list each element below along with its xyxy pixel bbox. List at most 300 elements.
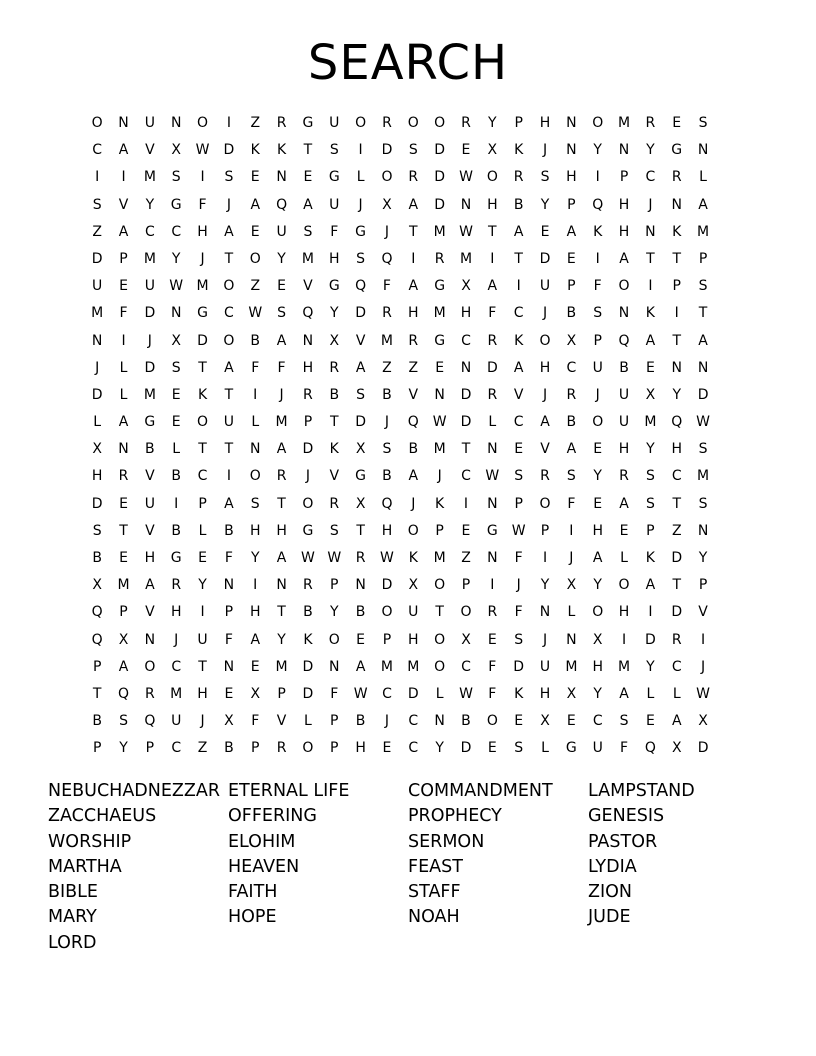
- grid-row: [84, 735, 744, 762]
- grid-letter: C: [513, 414, 524, 431]
- grid-letter: N: [249, 441, 261, 458]
- grid-letter: S: [514, 631, 524, 648]
- grid-letter: K: [672, 223, 682, 240]
- grid-letter: T: [92, 685, 102, 702]
- grid-letter: I: [595, 250, 600, 267]
- grid-letter: C: [671, 658, 682, 675]
- grid-letter: E: [171, 414, 181, 431]
- grid-letter: B: [566, 305, 577, 322]
- grid-letter: O: [302, 740, 314, 757]
- grid-letter: E: [435, 359, 445, 376]
- grid-letter: S: [224, 169, 234, 186]
- grid-letter: P: [382, 631, 392, 648]
- grid-letter: N: [566, 631, 577, 648]
- grid-letter: L: [567, 604, 576, 621]
- grid-letter: B: [355, 713, 366, 730]
- grid-letter: N: [118, 441, 129, 458]
- grid-letter: R: [303, 386, 313, 403]
- grid-letter: W: [195, 142, 210, 159]
- grid-letter: N: [144, 631, 156, 648]
- grid-letter: V: [408, 386, 419, 403]
- grid-letter: B: [408, 441, 419, 458]
- grid-letter: A: [645, 577, 656, 594]
- grid-letter: I: [701, 631, 706, 648]
- grid-letter: A: [303, 196, 313, 213]
- grid-letter: K: [408, 550, 418, 566]
- grid-letter: N: [566, 115, 577, 131]
- grid-letter: B: [329, 386, 340, 403]
- grid-letter: A: [408, 468, 419, 485]
- grid-letter: I: [95, 169, 100, 186]
- grid-letter: G: [170, 196, 182, 213]
- grid-letter: O: [302, 495, 314, 512]
- grid-letter: W: [380, 550, 394, 566]
- grid-letter: V: [698, 604, 708, 621]
- grid-letter: N: [223, 658, 235, 675]
- grid-letter: K: [514, 142, 524, 159]
- grid-letter: F: [620, 740, 629, 757]
- grid-letter: X: [408, 577, 419, 594]
- grid-letter: O: [407, 115, 419, 131]
- grid-letter: W: [327, 550, 342, 566]
- grid-letter: J: [569, 550, 574, 566]
- word-list-item: COMMANDMENT: [408, 781, 553, 801]
- word-list-item: ETERNAL LIFE: [228, 781, 350, 801]
- grid-row: [84, 436, 744, 463]
- word-list-item: WORSHIP: [48, 831, 132, 852]
- grid-letter: I: [490, 577, 495, 594]
- grid-letter: Y: [119, 740, 128, 757]
- grid-letter: C: [382, 685, 392, 702]
- grid-letter: A: [224, 495, 234, 512]
- grid-letter: U: [276, 223, 287, 240]
- grid-letter: O: [91, 115, 103, 131]
- grid-letter: U: [144, 115, 155, 131]
- grid-letter: S: [698, 115, 708, 131]
- grid-letter: J: [384, 713, 390, 730]
- grid-letter: R: [329, 359, 340, 376]
- grid-letter: K: [645, 305, 655, 322]
- grid-letter: X: [118, 631, 129, 648]
- grid-row: [84, 599, 744, 626]
- grid-letter: Q: [91, 604, 103, 621]
- grid-letter: C: [566, 359, 577, 376]
- grid-letter: D: [434, 142, 446, 159]
- word-list: [48, 779, 788, 956]
- grid-row: [84, 409, 744, 436]
- grid-letter: A: [118, 658, 129, 675]
- grid-letter: Z: [461, 550, 471, 566]
- grid-row: [84, 273, 744, 300]
- grid-letter: O: [434, 658, 446, 675]
- grid-letter: W: [432, 414, 447, 431]
- grid-letter: H: [249, 522, 261, 539]
- grid-letter: A: [698, 196, 708, 213]
- grid-letter: J: [648, 196, 653, 213]
- grid-letter: J: [226, 196, 231, 213]
- grid-letter: H: [355, 740, 366, 757]
- grid-letter: K: [329, 441, 339, 458]
- grid-letter: Q: [618, 332, 630, 349]
- grid-letter: V: [303, 278, 313, 295]
- grid-letter: N: [276, 577, 287, 594]
- grid-letter: A: [540, 414, 550, 431]
- grid-letter: O: [381, 169, 393, 186]
- grid-letter: E: [250, 223, 260, 240]
- word-list-item: HOPE: [228, 907, 277, 928]
- grid-letter: Q: [644, 740, 656, 757]
- grid-letter: D: [381, 142, 393, 159]
- grid-letter: T: [224, 386, 234, 403]
- grid-letter: R: [276, 740, 287, 757]
- grid-letter: S: [277, 305, 287, 322]
- grid-letter: Y: [329, 305, 339, 322]
- grid-letter: O: [592, 604, 604, 621]
- grid-letter: J: [384, 414, 390, 431]
- grid-letter: T: [461, 441, 471, 458]
- grid-letter: W: [696, 414, 710, 431]
- grid-letter: K: [514, 332, 524, 349]
- grid-letter: H: [197, 685, 208, 702]
- grid-letter: E: [672, 115, 682, 131]
- grid-letter: S: [303, 223, 313, 240]
- grid-letter: J: [542, 305, 548, 322]
- grid-letter: X: [698, 713, 708, 730]
- grid-letter: H: [381, 522, 393, 539]
- grid-letter: Y: [145, 196, 155, 213]
- grid-letter: J: [95, 359, 100, 376]
- grid-letter: O: [223, 332, 235, 349]
- word-list-empty: [228, 931, 408, 956]
- grid-letter: J: [516, 577, 521, 594]
- grid-letter: A: [487, 278, 498, 295]
- grid-letter: H: [618, 604, 630, 621]
- grid-letter: S: [92, 196, 102, 213]
- grid-letter: D: [144, 305, 156, 322]
- grid-letter: B: [566, 414, 577, 431]
- word-list-item: PASTOR: [588, 831, 658, 852]
- grid-letter: Y: [593, 685, 602, 702]
- grid-letter: Q: [144, 713, 156, 730]
- word-list-item: LAMPSTAND: [588, 781, 695, 801]
- grid-letter: T: [646, 250, 655, 267]
- grid-letter: O: [539, 332, 551, 349]
- grid-letter: J: [542, 631, 548, 648]
- grid-letter: P: [514, 115, 523, 131]
- grid-letter: F: [224, 550, 233, 566]
- grid-letter: D: [486, 359, 498, 376]
- grid-letter: K: [250, 142, 260, 159]
- grid-letter: T: [119, 522, 128, 539]
- grid-letter: F: [251, 713, 260, 730]
- word-list-item: BIBLE: [48, 882, 98, 903]
- grid-letter: X: [566, 685, 577, 702]
- grid-letter: R: [382, 115, 392, 131]
- grid-letter: X: [461, 631, 471, 648]
- word-list-item: NEBUCHADNEZZAR: [48, 781, 221, 801]
- grid-letter: O: [434, 577, 446, 594]
- grid-letter: E: [566, 713, 576, 730]
- grid-letter: R: [487, 332, 498, 349]
- grid-letter: Q: [355, 278, 367, 295]
- grid-letter: K: [645, 550, 655, 566]
- grid-letter: P: [540, 522, 550, 539]
- grid-letter: D: [434, 196, 446, 213]
- grid-letter: L: [672, 685, 681, 702]
- grid-letter: N: [487, 495, 498, 512]
- grid-letter: E: [119, 550, 128, 566]
- grid-letter: V: [276, 713, 287, 730]
- grid-letter: W: [459, 169, 473, 186]
- grid-letter: J: [279, 386, 284, 403]
- grid-letter: S: [514, 468, 524, 485]
- grid-letter: P: [435, 522, 444, 539]
- grid-letter: D: [513, 658, 525, 675]
- grid-letter: N: [697, 359, 709, 376]
- grid-letter: N: [487, 550, 498, 566]
- grid-letter: X: [355, 441, 366, 458]
- grid-letter: A: [619, 495, 629, 512]
- grid-letter: X: [566, 577, 577, 594]
- grid-letter: O: [328, 631, 340, 648]
- grid-letter: C: [171, 658, 182, 675]
- grid-letter: F: [488, 658, 497, 675]
- grid-letter: X: [250, 685, 261, 702]
- grid-letter: G: [671, 142, 683, 159]
- grid-letter: T: [198, 658, 207, 675]
- grid-letter: B: [303, 604, 313, 621]
- grid-letter: C: [408, 740, 419, 757]
- grid-letter: U: [144, 278, 155, 295]
- grid-letter: O: [486, 169, 498, 186]
- grid-letter: H: [671, 441, 682, 458]
- grid-letter: W: [459, 685, 473, 702]
- grid-letter: X: [329, 332, 340, 349]
- grid-letter: A: [592, 550, 603, 566]
- grid-letter: A: [698, 332, 708, 349]
- grid-letter: A: [671, 713, 682, 730]
- grid-letter: K: [514, 685, 524, 702]
- grid-letter: C: [461, 468, 471, 485]
- grid-letter: G: [170, 550, 182, 566]
- grid-letter: H: [197, 223, 208, 240]
- grid-letter: P: [145, 740, 155, 757]
- grid-letter: L: [119, 359, 128, 376]
- grid-letter: F: [198, 196, 207, 213]
- grid-letter: S: [250, 495, 260, 512]
- grid-letter: E: [250, 658, 260, 675]
- word-list-empty: [588, 931, 768, 956]
- grid-letter: U: [539, 658, 551, 675]
- grid-letter: A: [645, 332, 656, 349]
- grid-letter: V: [145, 468, 155, 485]
- word-list-item: ZACCHAEUS: [48, 806, 157, 827]
- grid-letter: Y: [435, 740, 444, 757]
- grid-letter: Z: [671, 522, 682, 539]
- grid-letter: P: [567, 278, 576, 295]
- grid-letter: V: [145, 142, 155, 159]
- grid-letter: D: [355, 305, 366, 322]
- grid-letter: P: [593, 332, 602, 349]
- grid-letter: V: [329, 468, 340, 485]
- grid-letter: K: [435, 495, 445, 512]
- grid-letter: R: [329, 495, 340, 512]
- grid-letter: F: [224, 631, 233, 648]
- grid-letter: P: [330, 740, 339, 757]
- grid-letter: M: [644, 414, 657, 431]
- grid-letter: R: [171, 577, 182, 594]
- grid-row: [84, 572, 744, 599]
- grid-letter: E: [619, 522, 629, 539]
- grid-letter: M: [143, 250, 156, 267]
- grid-letter: B: [382, 468, 392, 485]
- grid-letter: D: [539, 250, 551, 267]
- grid-letter: T: [672, 332, 682, 349]
- grid-letter: U: [408, 604, 419, 621]
- grid-letter: S: [645, 468, 655, 485]
- grid-letter: T: [672, 495, 682, 512]
- grid-letter: H: [618, 196, 630, 213]
- grid-row: [84, 681, 744, 708]
- word-list-item: STAFF: [408, 882, 461, 903]
- grid-letter: A: [276, 550, 287, 566]
- grid-letter: H: [539, 115, 551, 131]
- grid-letter: T: [198, 359, 207, 376]
- grid-letter: H: [592, 522, 603, 539]
- grid-letter: E: [645, 359, 655, 376]
- grid-letter: J: [542, 386, 548, 403]
- grid-letter: S: [698, 495, 708, 512]
- grid-letter: E: [119, 495, 128, 512]
- grid-letter: T: [277, 495, 286, 512]
- grid-letter: B: [224, 522, 234, 539]
- grid-letter: A: [355, 359, 366, 376]
- grid-letter: N: [697, 522, 709, 539]
- grid-letter: E: [566, 250, 576, 267]
- grid-letter: B: [171, 522, 181, 539]
- grid-letter: Y: [646, 142, 655, 159]
- grid-letter: A: [118, 414, 129, 431]
- word-list-item: GENESIS: [588, 806, 665, 827]
- grid-letter: C: [197, 468, 208, 485]
- grid-letter: Z: [197, 740, 208, 757]
- grid-letter: I: [463, 495, 469, 512]
- grid-letter: O: [249, 468, 261, 485]
- grid-letter: C: [671, 468, 682, 485]
- grid-letter: O: [592, 115, 604, 131]
- grid-letter: E: [461, 142, 471, 159]
- grid-letter: E: [171, 386, 181, 403]
- grid-letter: A: [276, 332, 287, 349]
- grid-letter: I: [226, 468, 231, 485]
- grid-letter: C: [171, 740, 182, 757]
- word-list-item: PROPHECY: [408, 806, 502, 827]
- grid-letter: L: [620, 550, 628, 566]
- grid-letter: N: [460, 196, 472, 213]
- grid-letter: Y: [593, 142, 602, 159]
- grid-letter: H: [329, 250, 340, 267]
- grid-letter: N: [645, 223, 656, 240]
- grid-letter: T: [277, 604, 286, 621]
- grid-letter: Q: [276, 196, 288, 213]
- word-list-item: OFFERING: [228, 806, 317, 827]
- grid-row: [84, 110, 744, 137]
- grid-letter: Z: [92, 223, 102, 240]
- grid-letter: G: [565, 740, 577, 757]
- grid-letter: S: [382, 441, 392, 458]
- grid-letter: I: [516, 278, 521, 295]
- grid-letter: O: [434, 631, 446, 648]
- grid-letter: X: [382, 196, 392, 213]
- grid-letter: P: [567, 196, 576, 213]
- grid-letter: S: [356, 386, 366, 403]
- grid-letter: J: [305, 468, 310, 485]
- grid-letter: A: [513, 223, 524, 240]
- grid-letter: P: [119, 250, 128, 267]
- grid-letter: X: [645, 386, 656, 403]
- grid-row: [84, 545, 744, 572]
- grid-letter: E: [593, 495, 603, 512]
- grid-row: [84, 355, 744, 382]
- grid-letter: O: [197, 115, 209, 131]
- grid-letter: I: [569, 522, 574, 539]
- grid-letter: D: [434, 169, 446, 186]
- grid-letter: B: [619, 359, 629, 376]
- grid-letter: R: [355, 550, 366, 566]
- grid-letter: F: [119, 305, 128, 322]
- grid-letter: G: [328, 169, 340, 186]
- grid-letter: P: [251, 740, 260, 757]
- grid-letter: A: [566, 223, 577, 240]
- grid-letter: L: [435, 685, 444, 702]
- grid-letter: N: [91, 332, 103, 349]
- grid-letter: W: [353, 685, 368, 702]
- grid-letter: I: [542, 550, 548, 566]
- grid-letter: R: [434, 250, 445, 267]
- grid-letter: H: [170, 604, 182, 621]
- word-list-item: MARTHA: [48, 856, 122, 877]
- grid-letter: S: [356, 250, 366, 267]
- grid-letter: M: [380, 332, 393, 349]
- grid-letter: M: [433, 441, 446, 458]
- grid-letter: U: [223, 414, 235, 431]
- grid-letter: F: [330, 223, 339, 240]
- grid-letter: T: [303, 142, 313, 159]
- grid-letter: B: [513, 196, 524, 213]
- grid-letter: P: [119, 604, 128, 621]
- grid-letter: X: [355, 495, 366, 512]
- grid-letter: A: [513, 359, 524, 376]
- grid-letter: N: [434, 713, 445, 730]
- grid-letter: K: [276, 142, 287, 159]
- grid-letter: N: [276, 169, 287, 186]
- grid-letter: E: [224, 685, 234, 702]
- grid-letter: K: [303, 631, 313, 648]
- grid-letter: S: [92, 522, 102, 539]
- grid-letter: I: [121, 332, 126, 349]
- grid-letter: P: [330, 713, 339, 730]
- grid-letter: R: [619, 468, 629, 485]
- grid-letter: R: [382, 305, 392, 322]
- grid-letter: V: [540, 441, 550, 458]
- grid-letter: R: [513, 169, 524, 186]
- grid-letter: B: [92, 550, 102, 566]
- grid-letter: O: [355, 115, 367, 131]
- grid-letter: Y: [646, 658, 655, 675]
- grid-letter: Y: [540, 196, 550, 213]
- grid-letter: D: [302, 685, 314, 702]
- grid-letter: A: [276, 441, 287, 458]
